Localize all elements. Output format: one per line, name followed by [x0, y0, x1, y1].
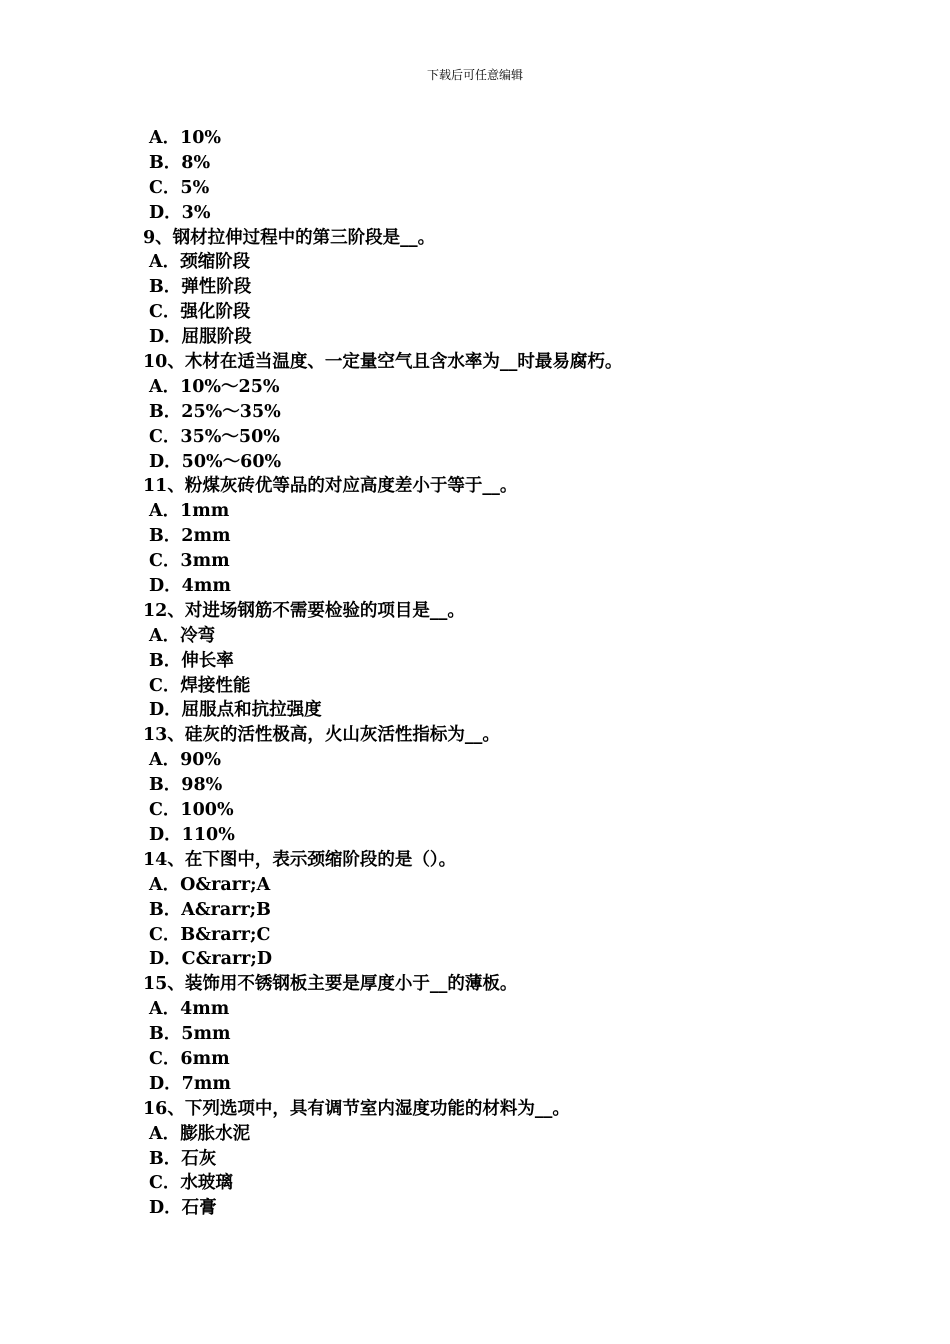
option-text: A．10%～25% [149, 376, 280, 397]
question-text: 13、硅灰的活性极高，火山灰活性指标为__。 [143, 725, 500, 746]
option-text: D．屈服点和抗拉强度 [149, 700, 322, 721]
question-text: 14、在下图中，表示颈缩阶段的是（）。 [143, 849, 457, 870]
option-text: B．弹性阶段 [149, 277, 252, 298]
option-text: C．B&rarr;C [149, 924, 271, 945]
option-text: A．O&rarr;A [149, 874, 271, 895]
option-text: C．强化阶段 [149, 302, 251, 323]
question-text: 10、木材在适当温度、一定量空气且含水率为__时最易腐朽。 [143, 352, 623, 373]
option-text: D．石膏 [149, 1198, 217, 1219]
option-text: A．冷弯 [149, 625, 216, 646]
option-text: C．35%～50% [149, 426, 280, 447]
page-header: 下载后可任意编辑 [426, 68, 523, 82]
question-text: 9、钢材拉伸过程中的第三阶段是__。 [143, 227, 436, 248]
option-text: C．5% [149, 177, 210, 198]
question-text: 16、下列选项中，具有调节室内湿度功能的材料为__。 [143, 1098, 570, 1119]
option-text: C．6mm [149, 1048, 230, 1069]
option-text: B．8% [149, 152, 211, 173]
question-text: 11、粉煤灰砖优等品的对应高度差小于等于__。 [143, 476, 518, 497]
option-text: C．焊接性能 [149, 675, 251, 696]
option-text: C．3mm [149, 551, 230, 572]
option-text: D．110% [149, 824, 235, 845]
option-text: A．4mm [149, 999, 230, 1020]
document-body [143, 126, 843, 1221]
option-text: A．10% [149, 128, 222, 148]
option-text: C．100% [149, 800, 234, 821]
option-text: B．98% [149, 775, 223, 796]
option-text: C．水玻璃 [149, 1173, 233, 1194]
option-text: B．伸长率 [149, 650, 234, 671]
option-text: A．颈缩阶段 [149, 252, 251, 273]
option-text: D．4mm [149, 576, 231, 597]
option-text: B．25%～35% [149, 401, 281, 422]
option-text: D．屈服阶段 [149, 327, 252, 348]
option-text: A．膨胀水泥 [149, 1123, 251, 1144]
question-text: 15、装饰用不锈钢板主要是厚度小于__的薄板。 [143, 974, 518, 995]
option-text: B．2mm [149, 526, 231, 547]
option-text: B．5mm [149, 1024, 231, 1045]
option-text: D．3% [149, 202, 211, 223]
option-text: D．7mm [149, 1073, 231, 1094]
option-text: B．石灰 [149, 1148, 217, 1169]
option-text: D．50%～60% [149, 451, 282, 472]
option-text: A．1mm [149, 501, 230, 522]
option-text: D．C&rarr;D [149, 949, 273, 970]
option-text: A．90% [149, 750, 222, 771]
question-text: 12、对进场钢筋不需要检验的项目是__。 [143, 600, 465, 621]
option-text: B．A&rarr;B [149, 899, 271, 920]
